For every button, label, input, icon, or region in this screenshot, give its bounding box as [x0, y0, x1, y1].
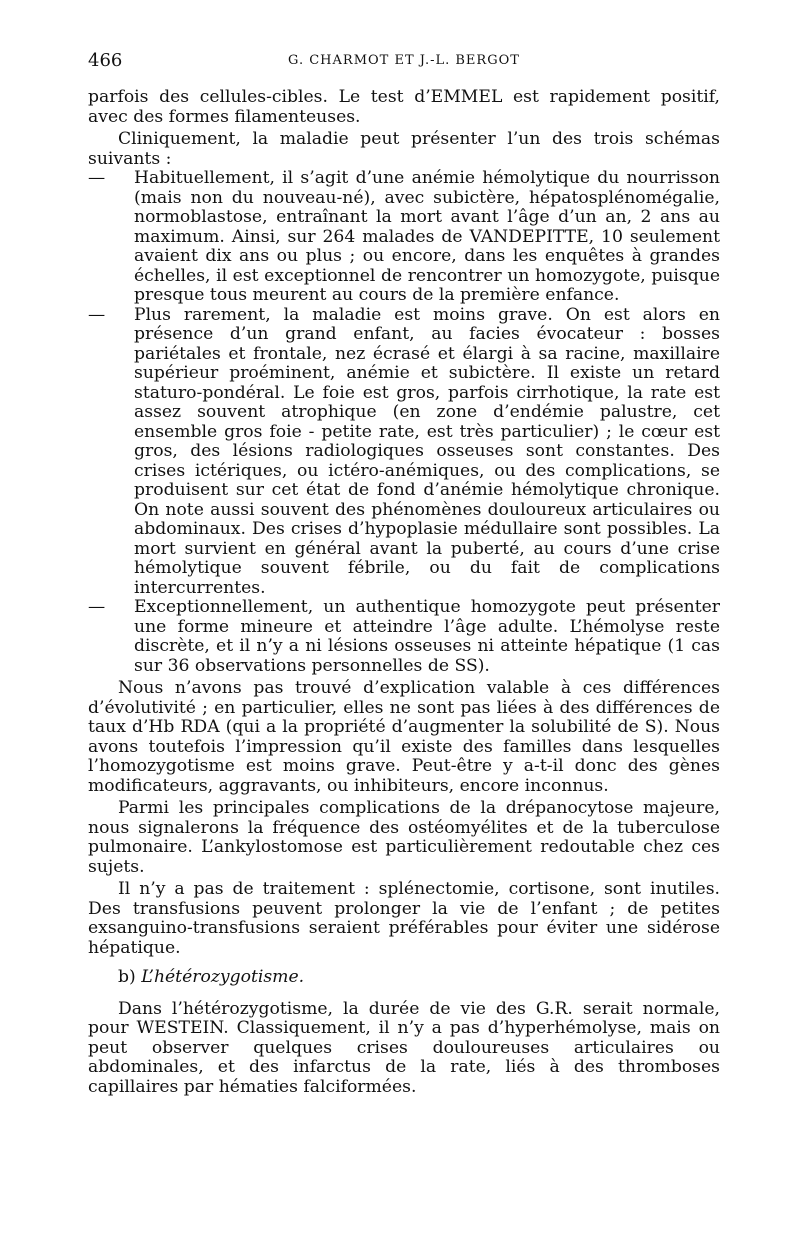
paragraph-heterozygotisme: Dans l’hétérozygotisme, la durée de vie des G.R. serait normale, pour WESTEIN. Classiquement, il n’y a pas d’hyperhémolyse, mais on peut observer quelques crises douloureuses articulaires ou abdominales, et des infarctus de la rate, liés à des thromboses capillaires par hématies falciformées. — [88, 998, 720, 1097]
dash-marker: — — [88, 304, 106, 325]
section-marker: b) — [118, 967, 136, 987]
list-item-text: Exceptionnellement, un authentique homozygote peut présenter une forme mineure et atteindre l’âge adulte. L’hémolyse reste discrète, et il n’y a ni lésions osseuses ni atteinte hépatique (1 cas sur 36 observations personnelles de SS). — [134, 597, 720, 676]
dash-marker: — — [88, 597, 106, 617]
page-header — [88, 50, 720, 72]
paragraph-evolutivite: Nous n’avons pas trouvé d’explication valable à ces différences d’évolutivité ; en particulier, elles ne sont pas liées à des différences de taux d’Hb RDA (qui a la propriété d’augmenter la solubilité de S). Nous avons toutefois l’impression qu’il existe des familles dans lesquelles l’homozygotisme est moins grave. Peut-être y a-t-il donc des gènes modificateurs, aggravants, ou inhibiteurs, encore inconnus. — [88, 678, 720, 796]
body-text — [88, 88, 720, 1097]
list-item-text: Plus rarement, la maladie est moins grave. On est alors en présence d’un grand enfant, au facies évocateur : bosses pariétales et frontale, nez écrasé et élargi à sa racine, maxillaire supérieur proéminent, anémie et subictère. Il existe un retard staturo-pondéral. Le foie est gros, parfois cirrhotique, la rate est assez souvent atrophique (en zone d’endémie palustre, cet ensemble gros foie - petite rate, est très particulier) ; le cœur est gros, des lésions radiologiques osseuses sont constantes. Des crises ictériques, ou ictéro-anémiques, ou des complications, se produisent sur cet état de fond d’anémie hémolytique chronique. On note aussi souvent des phénomènes douloureux articulaires ou abdominaux. Des crises d’hypoplasie médullaire sont possibles. La mort survient en général avant la puberté, au cours d’une crise hémolytique souvent fébrile, ou du fait de complications intercurrentes. — [134, 304, 720, 598]
running-head: G. CHARMOT ET J.-L. BERGOT — [288, 53, 520, 68]
page-number: 466 — [88, 50, 123, 71]
list-item-text: Habituellement, il s’agit d’une anémie hémolytique du nourrisson (mais non du nouveau-né), avec subictère, hépatosplénomégalie, normoblastose, entraînant la mort avant l’âge d’un an, 2 ans au maximum. Ainsi, sur 264 malades de VANDEPITTE, 10 seulement avaient dix ans ou plus ; ou encore, dans les enquêtes à grandes échelles, il est exceptionnel de rencontrer un homozygote, puisque presque tous meurent au cours de la première enfance. — [134, 168, 720, 305]
paragraph-cellules-cibles: parfois des cellules-cibles. Le test d’EMMEL est rapidement positif, avec des formes filamenteuses. — [88, 87, 720, 127]
list-item-plus-rarement — [88, 306, 720, 599]
list-item-exceptionnellement — [88, 598, 720, 676]
section-title: L’hétérozygotisme. — [141, 967, 305, 987]
section-heading — [118, 968, 720, 988]
paragraph-clinique-intro: Cliniquement, la maladie peut présenter l’un des trois schémas suivants : — [88, 129, 720, 169]
dash-marker: — — [88, 168, 106, 188]
list-item-habituellement — [88, 169, 720, 306]
paragraph-complications: Parmi les principales complications de la drépanocytose majeure, nous signalerons la fréquence des ostéomyélites et de la tuberculose pulmonaire. L’ankylostomose est particulièrement redoutable chez ces sujets. — [88, 798, 720, 877]
paragraph-traitement: Il n’y a pas de traitement : splénectomie, cortisone, sont inutiles. Des transfusions peuvent prolonger la vie de l’enfant ; de petites exsanguino-transfusions seraient préférables pour éviter une sidérose hépatique. — [88, 879, 720, 958]
